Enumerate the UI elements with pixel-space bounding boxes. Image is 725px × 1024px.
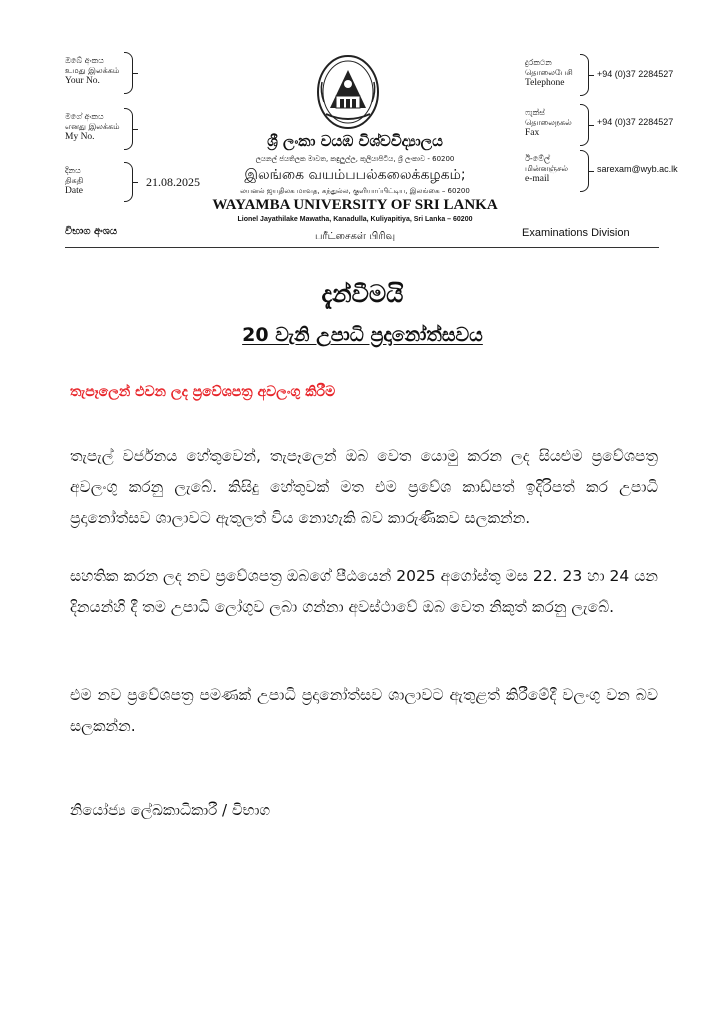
university-address-si: ලයනල් ජයතිලක මාවත, කඳුලුල්ල, කුලියාපිටිය, ශ්‍රී ලංකාව - 60200: [255, 155, 455, 163]
university-name-si: ශ්‍රී ලංකා වයඹ විශ්වවිද්‍යාලය: [267, 132, 443, 150]
university-crest-icon: [312, 52, 384, 132]
fax-brace: [580, 104, 589, 146]
division-si: විභාග අංශය: [65, 226, 118, 237]
university-name-ta: இலங்கை வயம்பபல்கலைக்கழகம்;: [244, 167, 466, 183]
your-no-label: ඔබේ අංකය உமது இலக்கம் Your No.: [65, 56, 120, 86]
fax-label: ෆැක්ස් தொலைநகல் Fax: [525, 108, 572, 138]
telephone-label: දුරකථන தொலைபேசி Telephone: [525, 58, 573, 88]
notice-subtitle: 20 වැනි උපාධි ප්‍රදානෝත්සවය: [242, 324, 483, 346]
notice-paragraph-2: සහතික කරන ලද නව ප්‍රවේශපත්‍ර ඔබගේ පීඨයෙන් 2025 අගෝස්තු මස 22. 23 හා 24 යන දිනයන්හි දී තම උපාධි ලෝගුව ලබා ගන්නා අවස්ථාවේ ඔබ වෙත නිකුත් කරනු ලැබේ.: [70, 567, 658, 616]
notice-paragraph-1: තැපැල් වර්ජනය හේතුවෙන්, තැපෑලෙන් ඔබ වෙත යොමු කරන ලද සියළුම ප්‍රවේශපත්‍ර අවලංගු කරනු ලැබේ. කිසිදු හේතුවක් මත එම ප්‍රවේශ කාඩ්පත් ඉදිරිපත් කර උපාධි ප්‍රදානෝත්සව ශාලාවට ඇතුලත් විය නොහැකි බව කාරුණිකව සලකන්න.: [70, 447, 658, 527]
date-brace: [124, 162, 133, 202]
notice-heading-red: තැපෑලෙන් එවන ලද ප්‍රවේශපත්‍ර අවලංගු කිරීම: [70, 384, 336, 400]
your-no-brace: [124, 52, 133, 94]
telephone-brace: [580, 54, 589, 96]
notice-title: දැන්වීමයි: [321, 280, 404, 308]
date-label: දිනය திகதி Date: [65, 166, 84, 196]
telephone-value: +94 (0)37 2284527: [597, 69, 674, 79]
university-address-en: Lionel Jayathilake Mawatha, Kanadulla, Kuliyapitiya, Sri Lanka – 60200: [237, 216, 473, 223]
division-en: Examinations Division: [522, 227, 630, 239]
my-no-label: මගේ අංකය எனது இலக்கம் My No.: [65, 112, 120, 142]
email-label: ඊ-මේල් மின்னஞ்சல் e-mail: [525, 154, 569, 184]
header-divider: [65, 247, 659, 248]
notice-subtitle-wrap: [0, 324, 725, 346]
email-value[interactable]: sarexam@wyb.ac.lk: [597, 164, 678, 174]
notice-paragraph-3: එම නව ප්‍රවේශපත්‍ර පමණක් උපාධි ප්‍රදානෝත්සව ශාලාවට ඇතුළත් කිරීමේදී වලංගු වන බව සලකන්න.: [70, 686, 658, 735]
division-ta: பரீட்சைகள் பிரிவு: [314, 231, 396, 242]
date-value: 21.08.2025: [146, 175, 200, 189]
email-brace: [580, 150, 589, 192]
signature-title: නියෝජ්‍ය ලේඛකාධිකාරී / විභාග: [70, 801, 271, 819]
fax-value: +94 (0)37 2284527: [597, 117, 674, 127]
university-name-en: WAYAMBA UNIVERSITY OF SRI LANKA: [212, 197, 498, 213]
university-address-ta: லயனல் ஜயதிலக மாவத, கந்துல்ல, குளியாப்பிட்டிய, இலங்கை – 60200: [240, 187, 470, 195]
my-no-brace: [124, 108, 133, 150]
